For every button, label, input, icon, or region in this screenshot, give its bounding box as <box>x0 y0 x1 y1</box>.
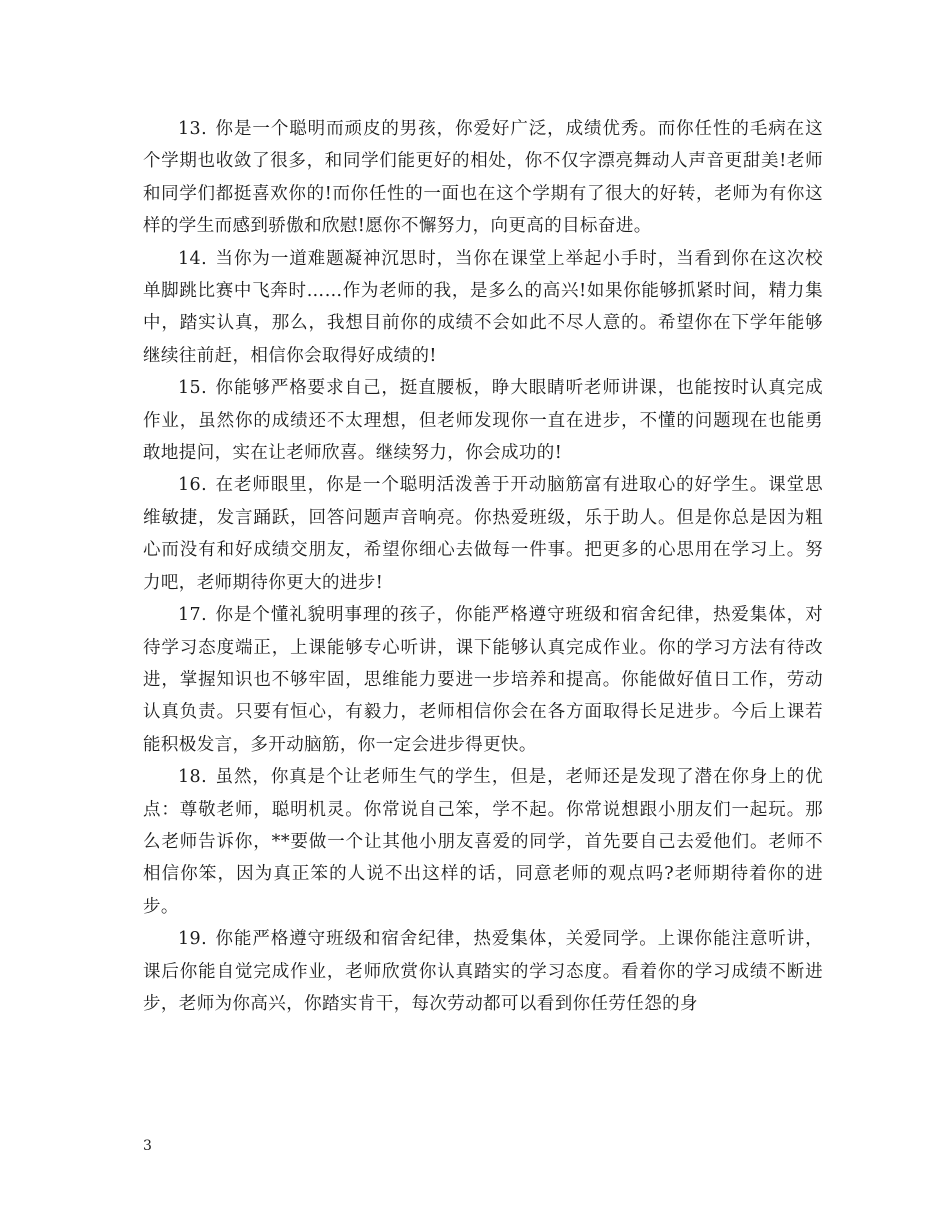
paragraph-15 <box>143 372 823 469</box>
paragraph-text: 在老师眼里，你是一个聪明活泼善于开动脑筋富有进取心的好学生。课堂思维敏捷，发言踊跃，回答问题声音响亮。你热爱班级，乐于助人。但是你总是因为粗心而没有和好成绩交朋友，希望你细心去做每一件事。把更多的心思用在学习上。努力吧，老师期待你更大的进步! <box>143 475 823 593</box>
document-body <box>143 113 823 1020</box>
paragraph-text: 你能严格遵守班级和宿舍纪律，热爱集体，关爱同学。上课你能注意听讲，课后你能自觉完成作业，老师欣赏你认真踏实的学习态度。看着你的学习成绩不断进步，老师为你高兴，你踏实肯干，每次劳动都可以看到你任劳任怨的身 <box>143 929 823 1014</box>
paragraph-text: 当你为一道难题凝神沉思时，当你在课堂上举起小手时，当看到你在这次校单脚跳比赛中飞奔时……作为老师的我，是多么的高兴!如果你能够抓紧时间，精力集中，踏实认真，那么，我想目前你的成绩不会如此不尽人意的。希望你在下学年能够继续往前赶，相信你会取得好成绩的! <box>143 248 823 366</box>
paragraph-number: 13. <box>178 119 208 139</box>
paragraph-number: 17. <box>178 605 208 626</box>
paragraph-number: 15. <box>178 378 208 399</box>
paragraph-number: 19. <box>178 929 208 950</box>
paragraph-19 <box>143 923 823 1020</box>
page-number: 3 <box>143 1138 152 1154</box>
paragraph-number: 18. <box>178 767 208 788</box>
paragraph-text: 你是一个聪明而顽皮的男孩，你爱好广泛，成绩优秀。而你任性的毛病在这个学期也收敛了很多，和同学们能更好的相处，你不仅字漂亮舞动人声音更甜美!老师和同学们都挺喜欢你的!而你任性的一面也在这个学期有了很大的好转，老师为有你这样的学生而感到骄傲和欣慰!愿你不懈努力，向更高的目标奋进。 <box>143 119 823 237</box>
paragraph-number: 14. <box>178 248 208 269</box>
paragraph-text: 虽然，你真是个让老师生气的学生，但是，老师还是发现了潜在你身上的优点：尊敬老师，聪明机灵。你常说自己笨，学不起。你常说想跟小朋友们一起玩。那么老师告诉你，**要做一个让其他小朋友喜爱的同学，首先要自己去爱他们。老师不相信你笨，因为真正笨的人说不出这样的话，同意老师的观点吗?老师期待着你的进步。 <box>143 767 823 917</box>
paragraph-text: 你是个懂礼貌明事理的孩子，你能严格遵守班级和宿舍纪律，热爱集体，对待学习态度端正，上课能够专心听讲，课下能够认真完成作业。你的学习方法有待改进，掌握知识也不够牢固，思维能力要进一步培养和提高。你能做好值日工作，劳动认真负责。只要有恒心，有毅力，老师相信你会在各方面取得长足进步。今后上课若能积极发言，多开动脑筋，你一定会进步得更快。 <box>143 605 823 755</box>
paragraph-14 <box>143 243 823 373</box>
paragraph-number: 16. <box>178 475 208 496</box>
paragraph-18 <box>143 761 823 923</box>
paragraph-17 <box>143 599 823 761</box>
paragraph-text: 你能够严格要求自己，挺直腰板，睁大眼睛听老师讲课，也能按时认真完成作业，虽然你的成绩还不太理想，但老师发现你一直在进步，不懂的问题现在也能勇敢地提问，实在让老师欣喜。继续努力，你会成功的! <box>143 378 823 464</box>
paragraph-16 <box>143 469 823 599</box>
paragraph-13 <box>143 113 823 243</box>
